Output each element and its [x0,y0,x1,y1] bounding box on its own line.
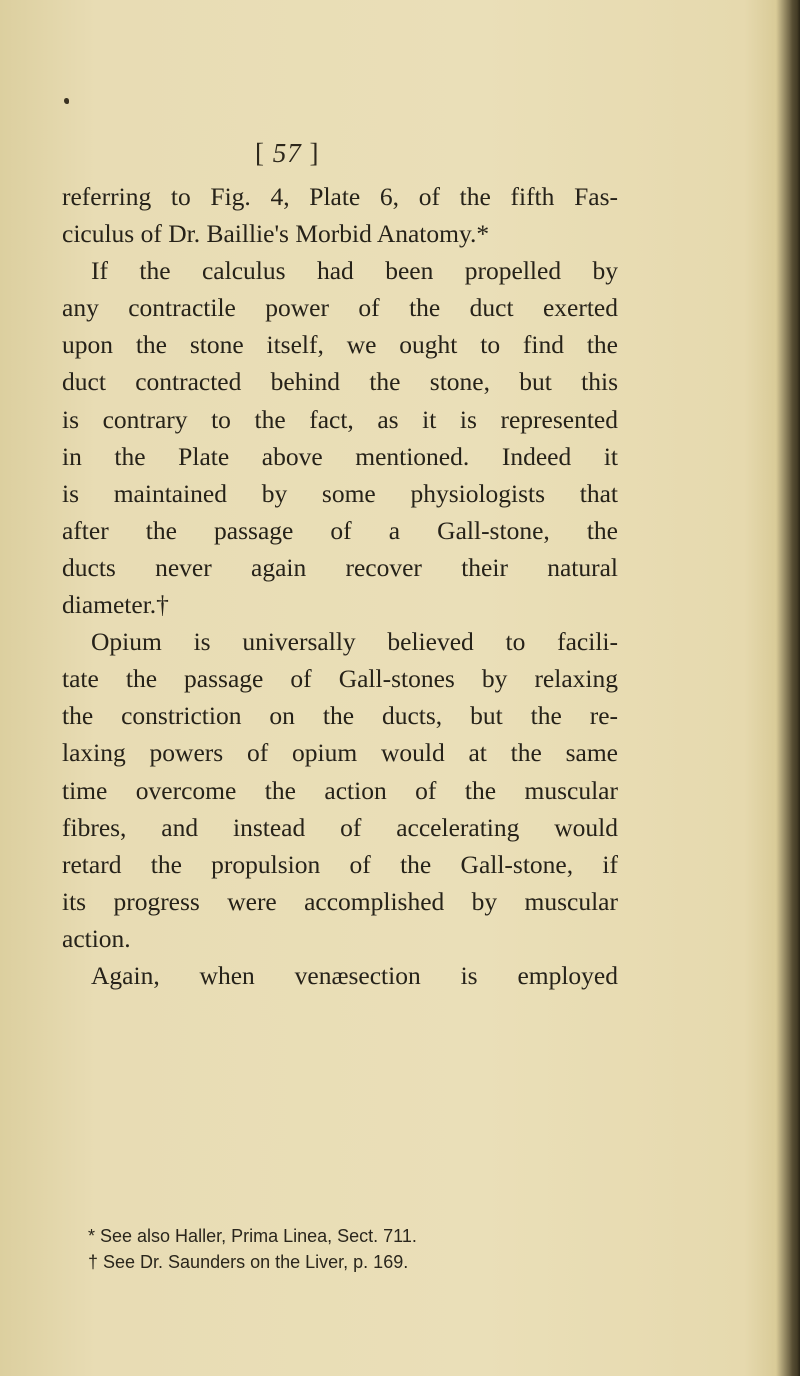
text-line: tate the passage of Gall-stones by relaxing [62,664,618,694]
text-line: after the passage of a Gall-stone, the [62,515,618,545]
text-line: referring to Fig. 4, Plate 6, of the fifth Fas- [62,182,618,211]
footnote: † See Dr. Saunders on the Liver, p. 169. [88,1252,409,1272]
text-line: in the Plate above mentioned. Indeed it [62,441,618,471]
text-line: duct contracted behind the stone, but this [62,367,618,397]
text-line: time overcome the action of the muscular [62,775,618,805]
page-edge-shadow [790,0,800,1376]
header-bracket-open: [ [255,138,265,168]
text-line: fibres, and instead of accelerating would [62,812,618,842]
text-line: Again, when venæsection is employed [91,960,618,990]
text-line: Opium is universally believed to facili- [91,627,618,657]
text-line: retard the propulsion of the Gall-stone, if [62,849,618,879]
page-header [255,138,320,169]
page-number: 57 [272,138,302,168]
body-text [62,178,618,994]
text-line: ducts never again recover their natural [62,552,618,582]
text-line: is contrary to the fact, as it is represented [62,404,618,434]
text-line: If the calculus had been propelled by [91,256,618,286]
text-line: its progress were accomplished by muscular [62,886,618,916]
text-line: action. [62,923,131,953]
text-line: diameter.† [62,590,169,620]
ink-speck [64,98,69,104]
header-bracket-close: ] [309,138,320,168]
footnote: * See also Haller, Prima Linea, Sect. 711. [88,1226,417,1246]
footnotes [88,1223,648,1275]
text-line: any contractile power of the duct exerted [62,293,618,323]
text-line: the constriction on the ducts, but the re- [62,701,618,731]
text-line: is maintained by some physiologists that [62,478,618,508]
text-line: laxing powers of opium would at the same [62,738,618,768]
text-line: ciculus of Dr. Baillie's Morbid Anatomy.* [62,219,490,249]
text-line: upon the stone itself, we ought to find the [62,330,618,360]
